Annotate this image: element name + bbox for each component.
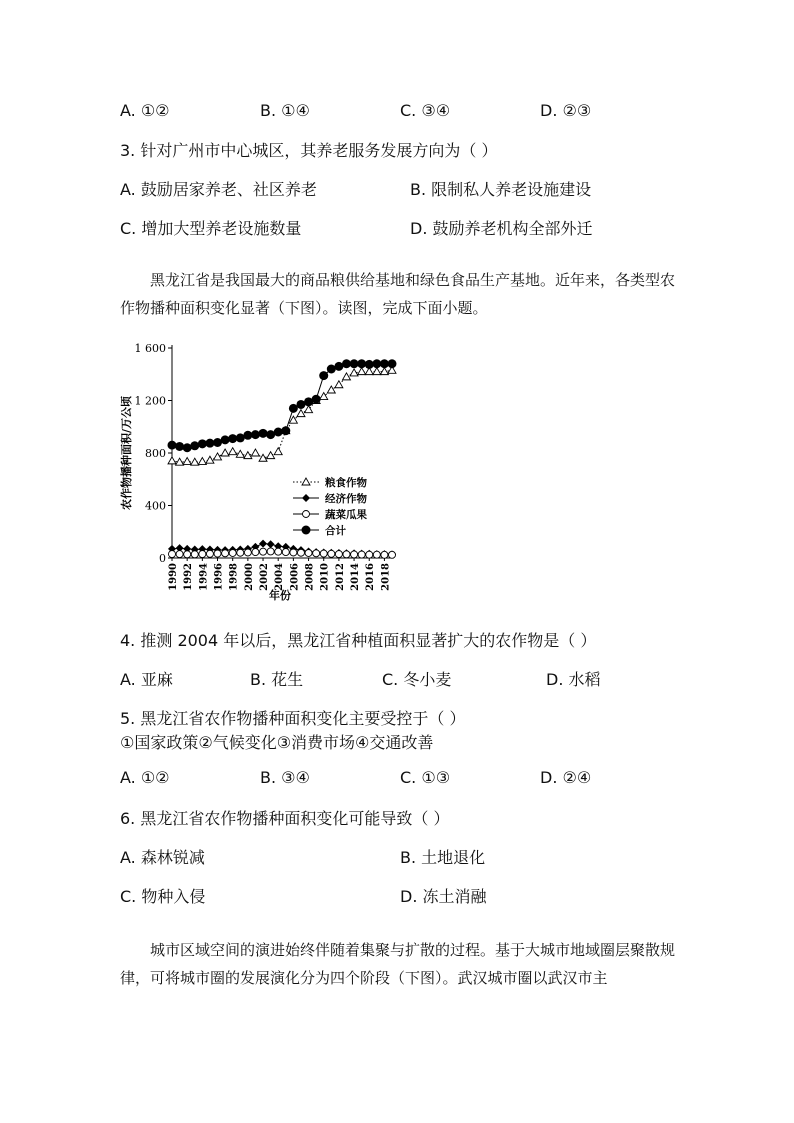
chart-axes	[119, 342, 394, 602]
legend-label: 粮食作物	[325, 477, 367, 489]
data-point-3	[274, 428, 283, 437]
q2-option-d: D. ②③	[540, 101, 592, 120]
q5-option-a: A. ①②	[120, 768, 170, 787]
q6-option-b: B. 土地退化	[400, 848, 486, 867]
data-point-3	[221, 435, 230, 444]
q4-option-b: B. 花生	[250, 670, 304, 689]
q2-option-b: B. ①④	[260, 101, 310, 120]
data-point-2	[237, 549, 244, 556]
data-point-3	[251, 430, 260, 439]
q5-items: ①国家政策②气候变化③消费市场④交通改善	[120, 733, 434, 752]
q5-stem: 5. 黑龙江省农作物播种面积变化主要受控于（ ）	[120, 709, 466, 728]
q5-option-d: D. ②④	[540, 768, 592, 787]
data-point-2	[267, 548, 274, 555]
data-point-2	[244, 549, 251, 556]
y-tick-label: 1 200	[134, 394, 166, 408]
crop-area-chart	[110, 335, 410, 610]
q4-stem: 4. 推测 2004 年以后，黑龙江省种植面积显著扩大的农作物是（ ）	[120, 631, 597, 650]
data-point-3	[259, 429, 268, 438]
x-tick-label: 1990	[168, 563, 179, 591]
x-tick-label: 2004	[274, 563, 286, 591]
data-point-0	[221, 449, 229, 456]
data-point-0	[214, 453, 222, 460]
data-point-2	[184, 551, 191, 558]
data-point-2	[176, 551, 183, 558]
passage-city-circle: 城市区域空间的演进始终伴随着集聚与扩散的过程。基于大城市地域圈层聚散规律，可将城市圈的发展演化分为四个阶段（下图）。武汉城市圈以武汉市主	[120, 941, 676, 987]
data-point-2	[389, 551, 396, 558]
data-point-2	[290, 549, 297, 556]
data-point-2	[305, 550, 312, 557]
data-point-2	[260, 548, 267, 555]
y-axis-label: 农作物播种面积/万公顷	[120, 395, 133, 511]
data-point-0	[251, 449, 259, 456]
passage-heilongjiang: 黑龙江省是我国最大的商品粮供给基地和绿色食品生产基地。近年来，各类型农作物播种面积变化显著（下图）。读图，完成下面小题。	[120, 271, 676, 317]
q4-option-d: D. 水稻	[546, 670, 601, 689]
x-tick-label: 2010	[319, 563, 331, 591]
q3-option-a: A. 鼓励居家养老、社区养老	[120, 180, 317, 199]
data-point-3	[183, 443, 192, 452]
data-point-3	[312, 395, 321, 404]
data-point-3	[175, 442, 184, 451]
y-tick-label: 0	[159, 552, 166, 565]
data-point-0	[297, 410, 305, 417]
q4-option-c: C. 冬小麦	[382, 670, 452, 689]
legend-marker	[302, 526, 311, 535]
data-point-0	[327, 386, 335, 393]
data-point-2	[222, 550, 229, 557]
legend-marker	[303, 511, 310, 518]
q3-stem: 3. 针对广州市中心城区，其养老服务发展方向为（ ）	[120, 141, 498, 160]
data-point-2	[358, 551, 365, 558]
legend-label: 蔬菜瓜果	[325, 509, 367, 521]
legend-marker	[302, 478, 310, 485]
data-point-2	[335, 551, 342, 558]
legend-label: 经济作物	[325, 493, 367, 505]
q6-option-d: D. 冻土消融	[400, 887, 487, 906]
data-point-2	[169, 551, 176, 558]
data-point-0	[198, 458, 206, 465]
data-point-3	[168, 441, 177, 450]
y-tick-label: 400	[145, 499, 166, 513]
data-point-2	[199, 551, 206, 558]
data-point-3	[281, 426, 290, 435]
x-tick-label: 2002	[259, 563, 271, 591]
x-tick-label: 2008	[304, 563, 316, 591]
data-point-0	[206, 456, 214, 463]
data-point-0	[229, 448, 237, 455]
data-point-2	[206, 550, 213, 557]
x-tick-label: 2006	[289, 563, 301, 591]
x-tick-label: 2014	[350, 563, 362, 591]
q5-option-b: B. ③④	[260, 768, 310, 787]
q6-option-a: A. 森林锐减	[120, 848, 205, 867]
q6-stem: 6. 黑龙江省农作物播种面积变化可能导致（ ）	[120, 809, 450, 828]
x-axis-label: 年份	[269, 589, 291, 602]
chart-marks	[168, 359, 397, 558]
y-tick-label: 1 600	[134, 342, 166, 355]
x-tick-label: 1992	[183, 563, 195, 591]
data-point-2	[366, 551, 373, 558]
data-point-0	[335, 381, 343, 388]
data-point-2	[229, 550, 236, 557]
data-point-1	[259, 540, 267, 548]
x-tick-label: 1998	[228, 563, 240, 591]
data-point-2	[320, 550, 327, 557]
data-point-1	[267, 540, 275, 548]
x-tick-label: 2018	[380, 563, 392, 591]
data-point-2	[381, 551, 388, 558]
data-point-2	[351, 551, 358, 558]
x-tick-label: 1994	[198, 563, 210, 591]
data-point-2	[252, 549, 259, 556]
chart-legend	[293, 476, 367, 537]
data-point-2	[373, 551, 380, 558]
data-point-2	[275, 548, 282, 555]
q2-option-a: A. ①②	[120, 101, 170, 120]
data-point-0	[342, 373, 350, 380]
data-point-0	[274, 448, 282, 455]
q2-option-c: C. ③④	[400, 101, 451, 120]
data-point-3	[190, 441, 199, 450]
q3-option-d: D. 鼓励养老机构全部外迁	[410, 219, 593, 238]
q3-option-c: C. 增加大型养老设施数量	[120, 219, 302, 238]
data-point-2	[343, 551, 350, 558]
data-point-0	[183, 458, 191, 465]
series-line-3	[172, 364, 392, 448]
x-tick-label: 2012	[334, 563, 346, 591]
data-point-3	[388, 359, 397, 368]
legend-marker	[302, 494, 310, 502]
y-tick-label: 800	[145, 447, 166, 460]
series-line-0	[172, 370, 392, 462]
data-point-0	[168, 457, 176, 464]
data-point-2	[328, 550, 335, 557]
data-point-2	[282, 549, 289, 556]
data-point-0	[320, 393, 328, 400]
legend-label: 合计	[325, 525, 346, 537]
x-tick-label: 1996	[213, 563, 225, 591]
data-point-3	[319, 371, 328, 380]
data-point-2	[297, 549, 304, 556]
q5-option-c: C. ①③	[400, 768, 451, 787]
x-tick-label: 2016	[365, 563, 377, 591]
data-point-0	[267, 452, 275, 459]
data-point-3	[289, 404, 298, 413]
q6-option-c: C. 物种入侵	[120, 887, 206, 906]
data-point-2	[191, 551, 198, 558]
q4-option-a: A. 亚麻	[120, 670, 173, 689]
data-point-2	[313, 550, 320, 557]
data-point-0	[305, 406, 313, 413]
data-point-2	[214, 550, 221, 557]
x-tick-label: 2000	[243, 563, 255, 591]
q3-option-b: B. 限制私人养老设施建设	[410, 180, 592, 199]
